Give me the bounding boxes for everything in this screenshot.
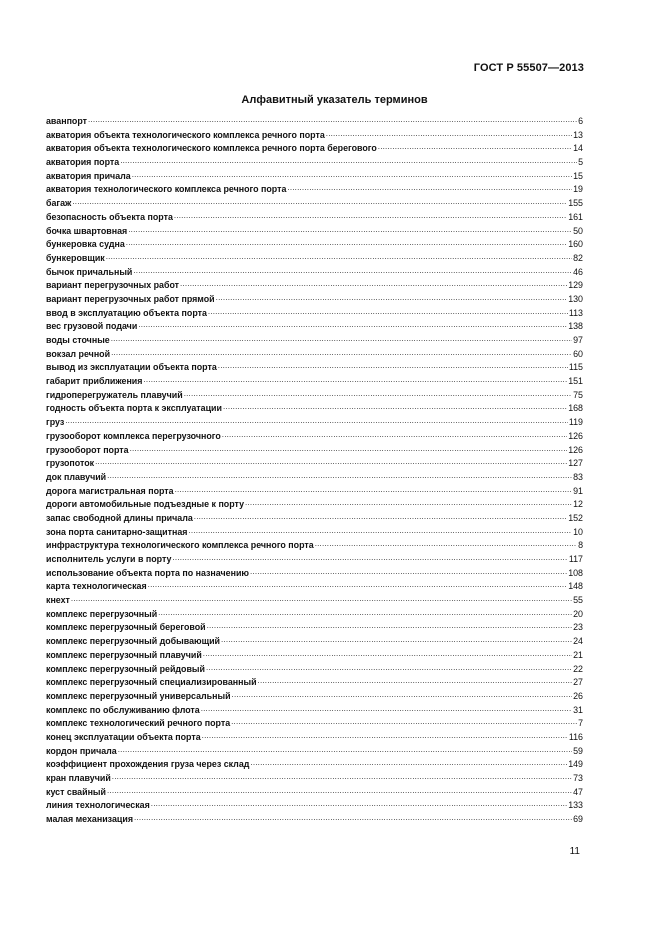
dot-leader bbox=[120, 155, 577, 165]
index-term: дороги автомобильные подъездные к порту bbox=[46, 499, 245, 510]
index-term: коэффициент прохождения груза через склад bbox=[46, 759, 250, 770]
index-page-number: 119 bbox=[568, 417, 583, 428]
index-term: бочка швартовная bbox=[46, 225, 128, 236]
index-term: акватория причала bbox=[46, 170, 131, 181]
index-term: бычок причальный bbox=[46, 266, 133, 277]
index-page-number: 10 bbox=[573, 526, 583, 537]
index-term: бункеровщик bbox=[46, 252, 105, 263]
index-term: аванпорт bbox=[46, 116, 88, 126]
index-page-number: 97 bbox=[573, 335, 583, 345]
index-page-number: 46 bbox=[573, 266, 583, 277]
index-entry bbox=[46, 538, 583, 552]
index-entry bbox=[46, 182, 583, 196]
index-page-number: 6 bbox=[578, 116, 583, 126]
index-term: конец эксплуатации объекта порта bbox=[46, 731, 201, 742]
index-entry bbox=[46, 798, 583, 812]
index-term: ввод в эксплуатацию объекта порта bbox=[46, 307, 207, 318]
dot-leader bbox=[107, 785, 572, 795]
index-term: инфраструктура технологического комплекса речного порта bbox=[46, 540, 314, 551]
index-entry bbox=[46, 155, 583, 169]
dot-leader bbox=[208, 306, 568, 316]
index-page-number: 59 bbox=[573, 745, 583, 756]
index-entry bbox=[46, 319, 583, 333]
index-entry bbox=[46, 456, 583, 470]
index-term: запас свободной длины причала bbox=[46, 512, 193, 523]
dot-leader bbox=[133, 265, 572, 275]
index-page-number: 108 bbox=[568, 567, 583, 578]
dot-leader bbox=[138, 319, 567, 329]
dot-leader bbox=[65, 415, 568, 425]
index-page-number: 149 bbox=[568, 759, 583, 770]
index-term: док плавучий bbox=[46, 471, 107, 482]
index-entry bbox=[46, 196, 583, 210]
index-term: комплекс по обслуживанию флота bbox=[46, 704, 200, 715]
index-entry bbox=[46, 675, 583, 689]
dot-leader bbox=[188, 525, 572, 535]
index-term: акватория технологического комплекса речного порта bbox=[46, 184, 287, 195]
dot-leader bbox=[172, 552, 567, 562]
index-term: вариант перегрузочных работ прямой bbox=[46, 293, 215, 304]
index-page-number: 138 bbox=[568, 321, 583, 332]
index-page-number: 27 bbox=[573, 677, 583, 688]
index-page-number: 19 bbox=[573, 184, 583, 195]
index-term: комплекс перегрузочный плавучий bbox=[46, 649, 202, 660]
index-page-number: 151 bbox=[568, 376, 583, 387]
index-term: гидроперегружатель плавучий bbox=[46, 389, 183, 400]
index-entry bbox=[46, 662, 583, 676]
index-entry bbox=[46, 347, 583, 361]
index-entry bbox=[46, 566, 583, 580]
dot-leader bbox=[72, 196, 567, 206]
dot-leader bbox=[250, 757, 567, 767]
index-term: исполнитель услуги в порту bbox=[46, 554, 172, 564]
index-term: комплекс перегрузочный bbox=[46, 608, 158, 619]
index-entry bbox=[46, 497, 583, 511]
document-code: ГОСТ Р 55507—2013 bbox=[473, 62, 584, 74]
index-page-number: 5 bbox=[578, 157, 583, 168]
index-entry bbox=[46, 429, 583, 443]
index-term: кордон причала bbox=[46, 745, 117, 756]
index-page-number: 13 bbox=[573, 129, 583, 140]
index-page-number: 12 bbox=[573, 499, 583, 510]
index-page-number: 160 bbox=[568, 239, 583, 250]
index-title: Алфавитный указатель терминов bbox=[241, 94, 428, 106]
index-entry bbox=[46, 607, 583, 621]
index-entry bbox=[46, 552, 583, 566]
index-term: акватория объекта технологического комплекса речного порта берегового bbox=[46, 143, 377, 154]
dot-leader bbox=[71, 593, 572, 603]
index-term: грузооборот комплекса перегрузочного bbox=[46, 430, 221, 441]
dot-leader bbox=[287, 182, 572, 192]
page-number: 11 bbox=[569, 846, 580, 857]
index-entry bbox=[46, 251, 583, 265]
dot-leader bbox=[218, 360, 568, 370]
index-page-number: 155 bbox=[568, 198, 583, 209]
index-page-number: 168 bbox=[568, 403, 583, 414]
index-entry bbox=[46, 812, 583, 826]
index-term: безопасность объекта порта bbox=[46, 211, 173, 222]
index-entry bbox=[46, 415, 583, 429]
index-term: линия технологическая bbox=[46, 800, 150, 811]
index-page-number: 129 bbox=[568, 280, 583, 291]
index-page-number: 24 bbox=[573, 636, 583, 647]
dot-leader bbox=[378, 141, 572, 151]
dot-leader bbox=[315, 538, 577, 548]
index-entry bbox=[46, 634, 583, 648]
dot-leader bbox=[194, 511, 567, 521]
dot-leader bbox=[326, 128, 572, 138]
index-page-number: 55 bbox=[573, 595, 583, 606]
index-page-number: 130 bbox=[568, 293, 583, 304]
index-page-number: 69 bbox=[573, 814, 583, 825]
index-term: воды сточные bbox=[46, 335, 110, 345]
index-entry bbox=[46, 278, 583, 292]
dot-leader bbox=[223, 401, 567, 411]
index-term: кран плавучий bbox=[46, 773, 111, 783]
index-entry bbox=[46, 401, 583, 415]
index-entry bbox=[46, 511, 583, 525]
index-term: акватория объекта технологического комплекса речного порта bbox=[46, 129, 325, 140]
index-page-number: 75 bbox=[573, 389, 583, 400]
index-page-number: 31 bbox=[573, 704, 583, 715]
dot-leader bbox=[231, 716, 577, 726]
dot-leader bbox=[106, 251, 572, 261]
index-page-number: 8 bbox=[578, 540, 583, 551]
index-page-number: 23 bbox=[573, 622, 583, 633]
index-page-number: 117 bbox=[568, 554, 583, 564]
index-term: комплекс перегрузочный специализированный bbox=[46, 677, 257, 688]
dot-leader bbox=[206, 662, 572, 672]
index-page-number: 152 bbox=[568, 512, 583, 523]
dot-leader bbox=[258, 675, 573, 685]
index-entry bbox=[46, 785, 583, 799]
index-entry bbox=[46, 689, 583, 703]
dot-leader bbox=[112, 771, 572, 781]
index-page-number: 14 bbox=[573, 143, 583, 154]
index-entry bbox=[46, 292, 583, 306]
dot-leader bbox=[126, 237, 567, 247]
index-entry bbox=[46, 716, 583, 730]
dot-leader bbox=[151, 798, 567, 808]
dot-leader bbox=[148, 579, 568, 589]
index-page-number: 47 bbox=[573, 786, 583, 797]
dot-leader bbox=[175, 484, 573, 494]
index-page-number: 127 bbox=[568, 458, 583, 469]
index-entry bbox=[46, 730, 583, 744]
index-entry bbox=[46, 210, 583, 224]
index-entry bbox=[46, 771, 583, 785]
index-term: комплекс технологический речного порта bbox=[46, 718, 231, 729]
index-term: вес грузовой подачи bbox=[46, 321, 138, 332]
index-page-number: 20 bbox=[573, 608, 583, 619]
index-entry bbox=[46, 333, 583, 347]
dot-leader bbox=[158, 607, 572, 617]
index-page-number: 113 bbox=[568, 307, 583, 318]
dot-leader bbox=[118, 744, 572, 754]
index-entry bbox=[46, 374, 583, 388]
index-page-number: 60 bbox=[573, 348, 583, 359]
dot-leader bbox=[250, 566, 567, 576]
index-term: вариант перегрузочных работ bbox=[46, 280, 180, 291]
index-term: комплекс перегрузочный береговой bbox=[46, 622, 206, 633]
dot-leader bbox=[180, 278, 567, 288]
index-term: вывод из эксплуатации объекта порта bbox=[46, 362, 217, 373]
index-entry bbox=[46, 224, 583, 238]
dot-leader bbox=[232, 689, 573, 699]
index-term: акватория порта bbox=[46, 157, 120, 168]
index-entry bbox=[46, 141, 583, 155]
index-entry bbox=[46, 360, 583, 374]
index-page-number: 83 bbox=[573, 471, 583, 482]
index-entry bbox=[46, 744, 583, 758]
index-entry bbox=[46, 265, 583, 279]
index-term: груз bbox=[46, 417, 65, 428]
dot-leader bbox=[184, 388, 572, 398]
index-entry bbox=[46, 128, 583, 142]
index-entry bbox=[46, 388, 583, 402]
dot-leader bbox=[134, 812, 572, 822]
dot-leader bbox=[132, 169, 572, 179]
index-entry bbox=[46, 169, 583, 183]
dot-leader bbox=[222, 429, 567, 439]
index-term: вокзал речной bbox=[46, 348, 111, 359]
dot-leader bbox=[128, 224, 572, 234]
index-page-number: 73 bbox=[573, 773, 583, 783]
dot-leader bbox=[107, 470, 572, 480]
dot-leader bbox=[201, 703, 572, 713]
dot-leader bbox=[207, 620, 573, 630]
index-term: кнехт bbox=[46, 595, 70, 606]
index-term: использование объекта порта по назначению bbox=[46, 567, 249, 578]
dot-leader bbox=[130, 443, 568, 453]
index-page-number: 15 bbox=[573, 170, 583, 181]
index-entry bbox=[46, 648, 583, 662]
dot-leader bbox=[95, 456, 567, 466]
index-entry bbox=[46, 306, 583, 320]
dot-leader bbox=[111, 333, 572, 343]
index-term: дорога магистральная порта bbox=[46, 485, 174, 496]
index-term: габарит приближения bbox=[46, 376, 143, 387]
index-term: грузооборот порта bbox=[46, 444, 129, 455]
index-entry bbox=[46, 579, 583, 593]
index-page-number: 22 bbox=[573, 663, 583, 674]
dot-leader bbox=[221, 634, 572, 644]
index-page-number: 116 bbox=[568, 731, 583, 742]
index-entry bbox=[46, 484, 583, 498]
index-page-number: 26 bbox=[573, 690, 583, 701]
index-entry bbox=[46, 620, 583, 634]
index-page-number: 82 bbox=[573, 252, 583, 263]
dot-leader bbox=[111, 347, 572, 357]
index-entry bbox=[46, 443, 583, 457]
index-term: комплекс перегрузочный добывающий bbox=[46, 636, 220, 647]
index-entry bbox=[46, 703, 583, 717]
index-page-number: 7 bbox=[578, 718, 583, 729]
index-entry bbox=[46, 757, 583, 771]
index-term: малая механизация bbox=[46, 814, 133, 825]
index-term: карта технологическая bbox=[46, 581, 147, 592]
index-page-number: 133 bbox=[568, 800, 583, 811]
index-page-number: 161 bbox=[568, 211, 583, 222]
index-page-number: 126 bbox=[568, 430, 583, 441]
dot-leader bbox=[245, 497, 572, 507]
dot-leader bbox=[203, 648, 572, 658]
index-page-number: 21 bbox=[573, 649, 583, 660]
index-term: годность объекта порта к эксплуатации bbox=[46, 403, 222, 414]
index-page-number: 115 bbox=[568, 362, 583, 373]
index-term: куст свайный bbox=[46, 786, 106, 797]
dot-leader bbox=[216, 292, 568, 302]
dot-leader bbox=[143, 374, 567, 384]
index-entry bbox=[46, 593, 583, 607]
index-term: бункеровка судна bbox=[46, 239, 125, 250]
index-term: грузопоток bbox=[46, 458, 95, 469]
index-entry bbox=[46, 114, 583, 128]
index-page-number: 91 bbox=[573, 485, 583, 496]
index-entry bbox=[46, 525, 583, 539]
index-term: комплекс перегрузочный универсальный bbox=[46, 690, 231, 701]
dot-leader bbox=[202, 730, 568, 740]
dot-leader bbox=[174, 210, 567, 220]
dot-leader bbox=[88, 114, 577, 124]
index-term: комплекс перегрузочный рейдовый bbox=[46, 663, 205, 674]
index-page-number: 148 bbox=[568, 581, 583, 592]
index-term: багаж bbox=[46, 198, 72, 209]
term-index-list bbox=[46, 114, 583, 826]
index-page-number: 50 bbox=[573, 225, 583, 236]
index-term: зона порта санитарно-защитная bbox=[46, 526, 188, 537]
index-page-number: 126 bbox=[568, 444, 583, 455]
index-entry bbox=[46, 470, 583, 484]
index-entry bbox=[46, 237, 583, 251]
